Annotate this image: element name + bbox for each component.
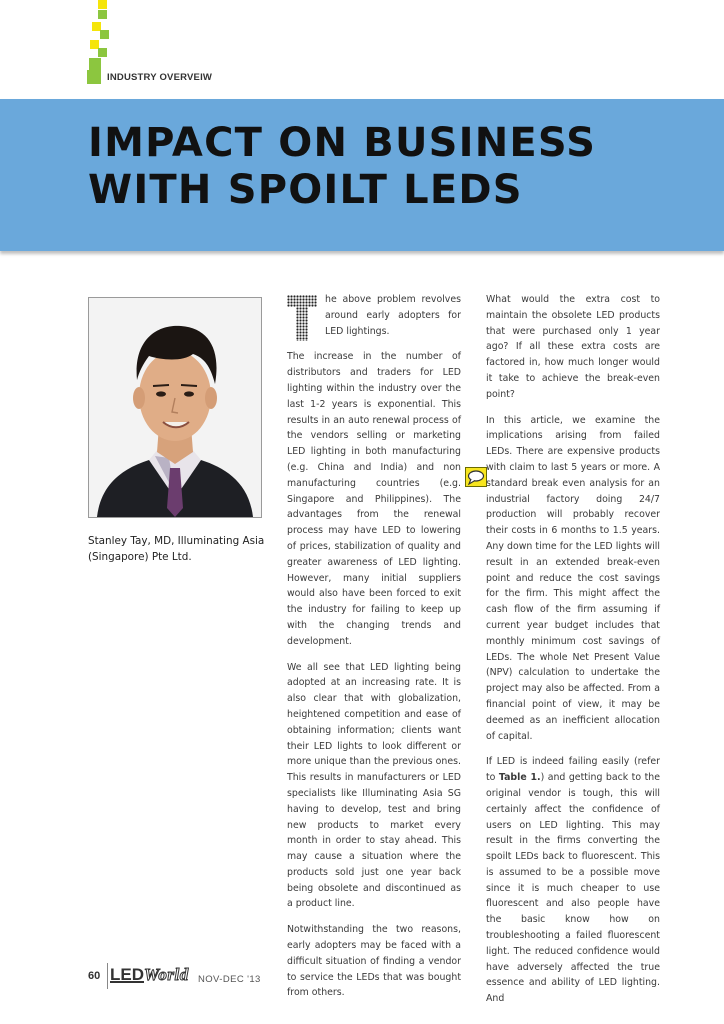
portrait-illustration: [89, 298, 261, 517]
portrait-photo: [88, 297, 262, 518]
paragraph-3: We all see that LED lighting being adopted at an increasing rate. It is also clear that with globalization, heightened competition and ease of obtaining information; clients want their LED lights to look different or more unique than the previous ones. This results in manufacturers or LED specialists like Illuminating Asia SG having to develop, test and bring new products to market every month in order to stay ahead. This may cause a situation where the products sold just one year back being obsolete and discontinued as a product line.: [287, 661, 461, 910]
photo-caption: Stanley Tay, MD, Illuminating Asia (Singapore) Pte Ltd.: [88, 535, 265, 563]
logo-led: LED: [110, 965, 144, 984]
footer-divider: [107, 963, 108, 989]
dropcap-letter: [287, 295, 317, 341]
title-line-2: WITH SPOILT LEDS: [88, 167, 523, 213]
magazine-logo: [110, 965, 189, 985]
paragraph-4: Notwithstanding the two reasons, early adopters may be faced with a difficult situation of finding a vendor to service the LEDs that was bought from others.: [287, 924, 461, 999]
paragraph-1-text: he above problem revolves around early adopters for LED lightings.: [325, 294, 461, 337]
issue-date: NOV-DEC '13: [198, 974, 261, 985]
table-reference: Table 1.: [498, 772, 541, 784]
paragraph-6: In this article, we examine the implications arising from failed LEDs. There are expensive products with claim to last 5 years or more. A standard break even analysis for an industrial factory doing 24/7 production will probably recover their costs in 6 months to 1.5 years. Any down time for the LED lights will result in an extended break-even point and reduce the cost savings for the firm. This might affect the cash flow of the firm assuming if current year budget includes that monthly minimum cost savings of LEDs. The whole Net Present Value (NPV) calculation to undertake the project may also be affected. From a financial point of view, it may be deemed as an inefficient allocation of capital.: [486, 414, 660, 742]
paragraph-7-start: If LED is indeed failing easily (refer to: [486, 756, 660, 784]
article-column-2: [486, 292, 660, 1017]
paragraph-2: The increase in the number of distributors and traders for LED lighting within the industry over the last 1-2 years is exponential. This results in an auto renewal process of the vendors selling or marketing LED lighting in both manufacturing (e.g. China and India) and non manufacturing countries (e.g. Singapore and Philippines). The advantages from the renewal process may have LED to lowering of prices, stabilization of quality and greater awareness of LED lighting. However, many initial suppliers would also have been forced to exit the industry for failing to keep up with the changing trends and development.: [287, 351, 461, 647]
article-column-1: [287, 292, 461, 1011]
page-title: [88, 120, 708, 214]
comment-icon[interactable]: [465, 467, 487, 487]
page-number: 60: [88, 970, 101, 982]
paragraph-7-rest: ) and getting back to the original vendor is tough, this will certainly affect the confidence of users on LED lighting. This may result in the firms converting the spoilt LEDs back to fluorescent. This is assumed to be a possible move since it is much cheaper to use fluorescent and also people have the basic know how on troubleshooting a failed fluorescent light. The reduced confidence would have adversely affected the true essence and ability of LED lighting. And: [486, 772, 660, 1005]
logo-world: World: [144, 965, 189, 984]
speech-bubble-icon: [466, 468, 486, 486]
paragraph-5: What would the extra cost to maintain the obsolete LED products that were purchased only 1 year ago? If all these extra costs are factored in, how much longer would it take to achieve the break-even point?: [486, 294, 660, 400]
paragraph-1: [287, 292, 461, 339]
paragraph-7: [486, 754, 660, 1007]
section-label: INDUSTRY OVERVEIW: [107, 72, 213, 83]
dropcap-glyph: [287, 295, 317, 341]
title-line-1: IMPACT ON BUSINESS: [88, 120, 597, 166]
